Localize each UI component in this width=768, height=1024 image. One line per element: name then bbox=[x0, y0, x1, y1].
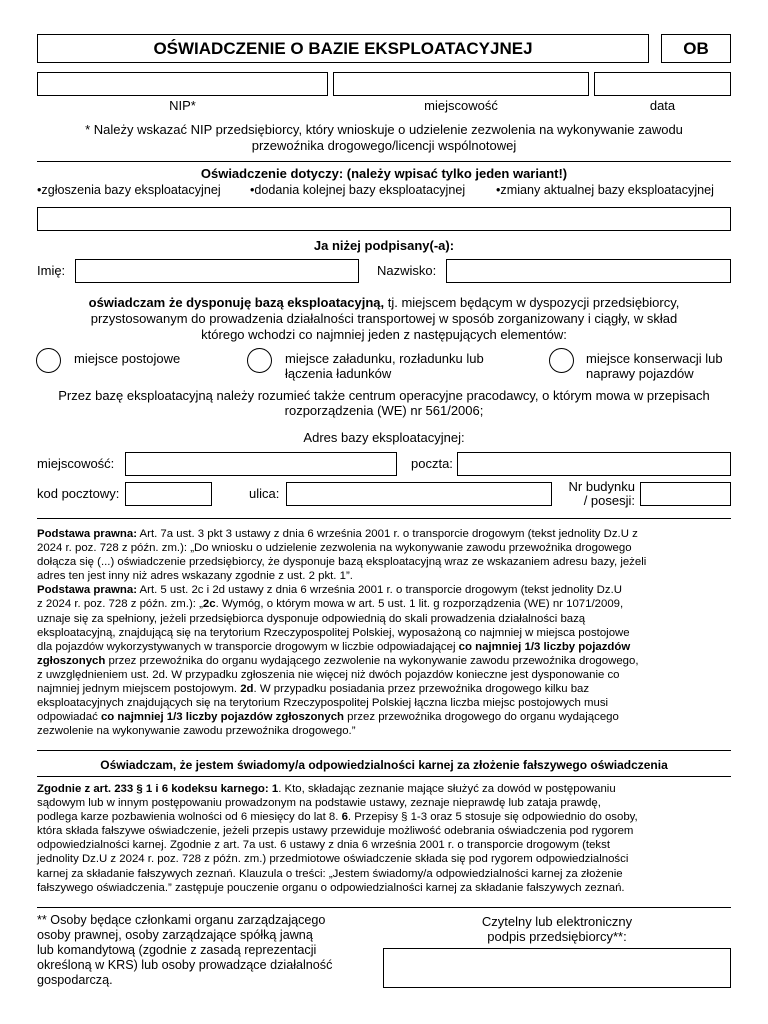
liability-heading: Oświadczam, że jestem świadomy/a odpowiedzialności karnej za złożenie fałszywego oświadczenia bbox=[100, 758, 668, 772]
liability-text: Zgodnie z art. 233 § 1 i 6 kodeksu karnego: 1. Kto, składając zeznanie mające służyć za dowód w postępowaniu sądowym lub w innym postępowaniu prowadzonym na podstawie ustawy, zeznaje nieprawdę lub zataja prawdę, podlega karze pozbawienia wolności od 6 miesięcy do lat 8. 6. Przepisy § 1-3 oraz 5 stosuje się odpowiednio do osoby, która składa fałszywe oświadczenie, jeżeli przepis ustawy przewiduje możliwość odebrania oświadczenia pod rygorem odpowiedzialności karnej. Zgodnie z art. 7a ust. 6 ustawy z dnia 6 września 2001 r. o transporcie drogowym (tekst jednolity Dz.U z 2024 r. poz. 728 z późn. zm.) przedmiotowe oświadczenie składa się pod rygorem odpowiedzialności karnej za składanie fałszywych zeznań. Klauzula o treści: „Jestem świadomy/a odpowiedzialności karnej za złożenie fałszywego oświadczenia.” zastępuje pouczenie organu o odpowiedzialności karnej za składanie fałszywych zeznań. bbox=[37, 783, 638, 894]
divider bbox=[37, 776, 731, 777]
definition-line2: rozporządzenia (WE) nr 561/2006; bbox=[284, 403, 484, 418]
option-add-base: •dodania kolejnej bazy eksploatacyjnej bbox=[250, 183, 466, 197]
maintenance-label-line2: naprawy pojazdów bbox=[586, 366, 694, 381]
street-input[interactable] bbox=[286, 482, 552, 506]
form-code: OB bbox=[683, 39, 709, 58]
page-title: OŚWIADCZENIE O BAZIE EKSPLOATACYJNEJ bbox=[153, 39, 533, 58]
statement-line1 bbox=[37, 295, 731, 311]
city-input[interactable] bbox=[333, 72, 589, 96]
date-input[interactable] bbox=[594, 72, 731, 96]
signer-heading: Ja niżej podpisany(-a): bbox=[313, 238, 455, 253]
signature-label-line2: podpis przedsiębiorcy**: bbox=[487, 929, 627, 944]
address-heading: Adres bazy eksploatacyjnej: bbox=[303, 430, 465, 445]
street-label: ulica: bbox=[249, 486, 280, 501]
maintenance-label-line1: miejsce konserwacji lub bbox=[586, 351, 723, 366]
statement-bold: oświadczam że dysponuję bazą eksploatacyjną, bbox=[88, 295, 385, 310]
building-label-line2: / posesji: bbox=[583, 493, 635, 508]
option-registration: •zgłoszenia bazy eksploatacyjnej bbox=[37, 183, 221, 197]
statement-rest: tj. miejscem będącym w dyspozycji przedsiębiorcy, bbox=[384, 295, 680, 310]
address-post-label: poczta: bbox=[411, 456, 453, 471]
nip-note-line2: przewoźnika drogowego/licencji wspólnotowej bbox=[251, 138, 517, 153]
footnote: ** Osoby będące członkami organu zarządzającego osoby prawnej, osoby zarządzające spółką jawną lub komandytową (zgodnie z zasadą reprezentacji określoną w KRS) lub osoby prowadzące działalność gospodarczą. bbox=[37, 913, 333, 987]
building-label-line1: Nr budynku bbox=[568, 479, 635, 494]
postal-code-input[interactable] bbox=[125, 482, 212, 506]
last-name-label: Nazwisko: bbox=[377, 263, 437, 278]
postal-code-label: kod pocztowy: bbox=[37, 486, 120, 501]
signature-label-line1: Czytelny lub elektroniczny bbox=[481, 914, 633, 929]
declaration-type-input[interactable] bbox=[37, 207, 731, 231]
nip-input[interactable] bbox=[37, 72, 328, 96]
address-post-input[interactable] bbox=[457, 452, 731, 476]
nip-note-line1: * Należy wskazać NIP przedsiębiorcy, który wnioskuje o udzielenie zezwolenia na wykonywanie zawodu bbox=[85, 122, 683, 137]
first-name-input[interactable] bbox=[75, 259, 359, 283]
divider bbox=[37, 161, 731, 162]
declaration-type-heading: Oświadczenie dotyczy: (należy wpisać tylko jeden wariant!) bbox=[200, 166, 568, 181]
parking-label: miejsce postojowe bbox=[74, 351, 181, 366]
divider bbox=[37, 518, 731, 519]
loading-label-line2: łączenia ładunków bbox=[285, 366, 392, 381]
definition-line1: Przez bazę eksploatacyjną należy rozumieć także centrum operacyjne pracodawcy, o którym mowa w przepisach bbox=[58, 388, 710, 403]
loading-label-line1: miejsce załadunku, rozładunku lub bbox=[285, 351, 484, 366]
maintenance-radio[interactable] bbox=[549, 348, 574, 373]
parking-radio[interactable] bbox=[36, 348, 61, 373]
legal-basis: Podstawa prawna: Art. 7a ust. 3 pkt 3 ustawy z dnia 6 września 2001 r. o transporcie drogowym (tekst jednolity Dz.U z 2024 r. poz. 728 z późn. zm.): „Do wniosku o udzielenie zezwolenia na wykonywanie zawodu przewoźnika drogowego dołącza się (...) oświadczenie przedsiębiorcy, że dysponuje bazą eksploatacyjną wraz ze wskazaniem adresu bazy, jeżeli adres ten jest inny niż adres wskazany zgodnie z ust. 2 pkt. 1”. Podstawa prawna: Art. 5 ust. 2c i 2d ustawy z dnia 6 września 2001 r. o transporcie drogowym (tekst jednolity Dz.U z 2024 r. poz. 728 z późn. zm.): „2c. Wymóg, o którym mowa w art. 5 ust. 1 lit. g rozporządzenia (WE) nr 1071/2009, uznaje się za spełniony, jeżeli przedsiębiorca dysponuje odpowiednią do skali prowadzenia działalności bazą eksploatacyjną, znajdującą się na terytorium Rzeczypospolitej Polskiej, wyposażoną co najmniej w miejsca postojowe dla pojazdów wykorzystywanych w transporcie drogowym w liczbie odpowiadającej co najmniej 1/3 liczby pojazdów zgłoszonych przez przewoźnika do organu wydającego zezwolenie na wykonywanie zawodu przewoźnika drogowego, z uwzględnieniem ust. 2d. W przypadku zgłoszenia nie więcej niż dwóch pojazdów konieczne jest dysponowanie co najmniej jednym miejscem postojowym. 2d. W przypadku posiadania przez przewoźnika drogowego kilku baz eksploatacyjnych znajdujących się na terytorium Rzeczypospolitej Polskiej łączna liczba miejsc postojowych musi odpowiadać co najmniej 1/3 liczby pojazdów zgłoszonych przez przewoźnika drogowego do organu wydającego zezwolenie na wykonywanie zawodu przewoźnika drogowego.” bbox=[37, 528, 647, 738]
divider bbox=[37, 750, 731, 751]
city-label: miejscowość bbox=[424, 98, 498, 113]
option-change-base: •zmiany aktualnej bazy eksploatacyjnej bbox=[496, 183, 714, 197]
address-city-input[interactable] bbox=[125, 452, 397, 476]
date-label: data bbox=[649, 98, 676, 113]
first-name-label: Imię: bbox=[37, 263, 66, 278]
divider bbox=[37, 907, 731, 908]
last-name-input[interactable] bbox=[446, 259, 731, 283]
signature-box[interactable] bbox=[383, 948, 731, 988]
address-city-label: miejscowość: bbox=[37, 456, 115, 471]
loading-radio[interactable] bbox=[247, 348, 272, 373]
statement-line3: którego wchodzi co najmniej jeden z następujących elementów: bbox=[201, 327, 567, 342]
building-number-input[interactable] bbox=[640, 482, 731, 506]
statement-line2: przystosowanym do prowadzenia działalności transportowej w sposób zorganizowany i ciągły, w skład bbox=[90, 311, 678, 326]
nip-label: NIP* bbox=[169, 98, 196, 113]
